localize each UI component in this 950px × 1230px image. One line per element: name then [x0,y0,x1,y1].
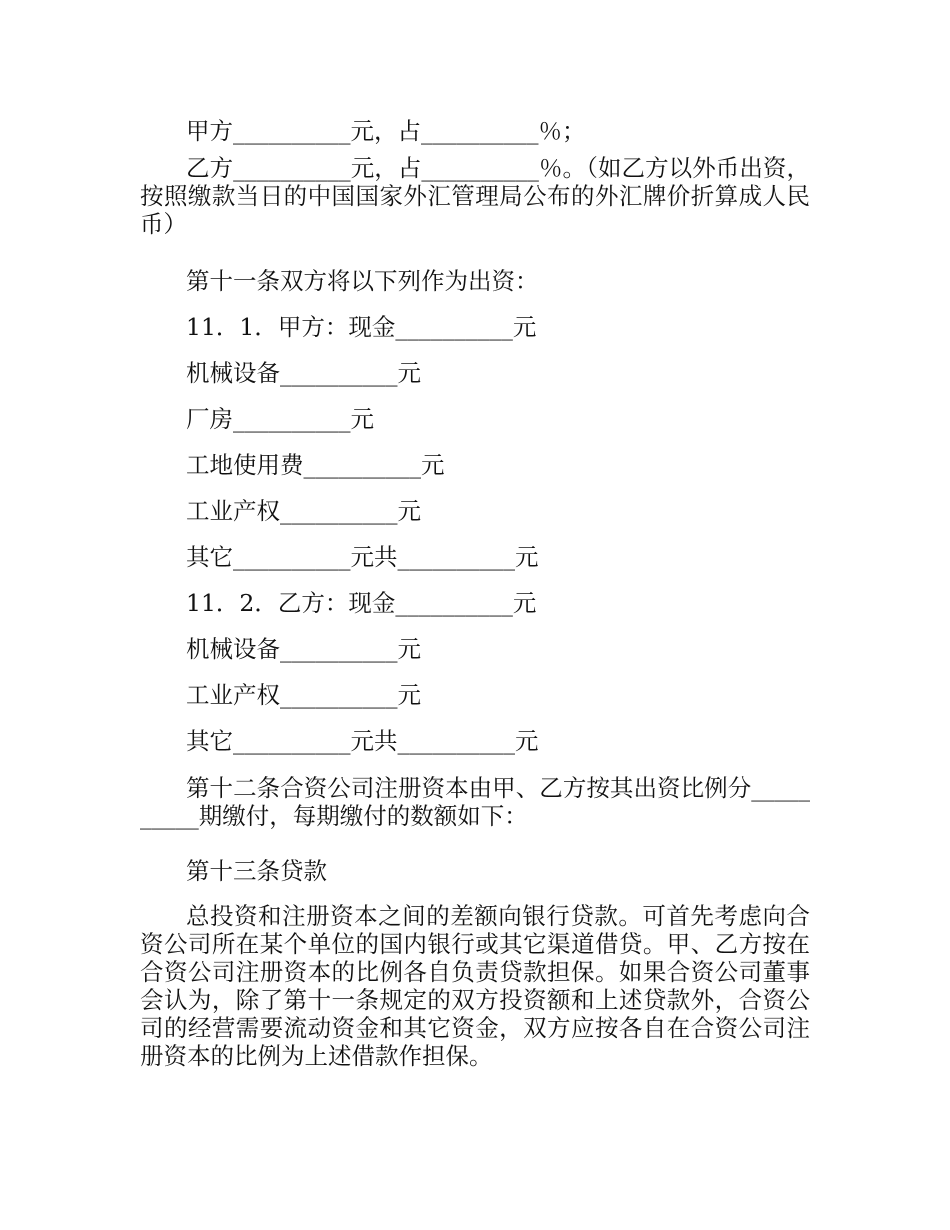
party-a-other-total: 其它__________元共__________元 [186,543,539,571]
article-12-paragraph: 第十二条合资公司注册资本由甲、乙方按其出资比例分__________期缴付，每期缴付的数额如下： [140,774,810,830]
party-b-machinery: 机械设备__________元 [186,635,421,663]
article-13-title: 第十三条贷款 [186,857,327,885]
party-a-machinery: 机械设备__________元 [186,359,421,387]
article-13-body: 总投资和注册资本之间的差额向银行贷款。可首先考虑向合资公司所在某个单位的国内银行或其它渠道借贷。甲、乙方按在合资公司注册资本的比例各自负责贷款担保。如果合资公司董事会认为，除了第十一条规定的双方投资额和上述贷款外，合资公司的经营需要流动资金和其它资金，双方应按各自在合资公司注册资本的比例为上述借款作担保。 [140,902,810,1070]
party-b-other-total: 其它__________元共__________元 [186,727,539,755]
party-a-factory: 厂房__________元 [186,405,374,433]
document-body [140,108,810,1070]
party-a-land-fee: 工地使用费__________元 [186,451,445,479]
party-a-share-line: 甲方__________元，占__________％； [186,117,586,145]
party-a-industrial-property: 工业产权__________元 [186,497,421,525]
article-11-1-cash: 11．1．甲方：现金__________元 [186,313,537,341]
article-11-title: 第十一条双方将以下列作为出资： [186,267,539,295]
party-b-industrial-property: 工业产权__________元 [186,681,421,709]
party-b-share-paragraph: 乙方__________元，占__________％。（如乙方以外币出资，按照缴款当日的中国国家外汇管理局公布的外汇牌价折算成人民币） [140,154,810,238]
article-11-2-cash: 11．2．乙方：现金__________元 [186,589,537,617]
